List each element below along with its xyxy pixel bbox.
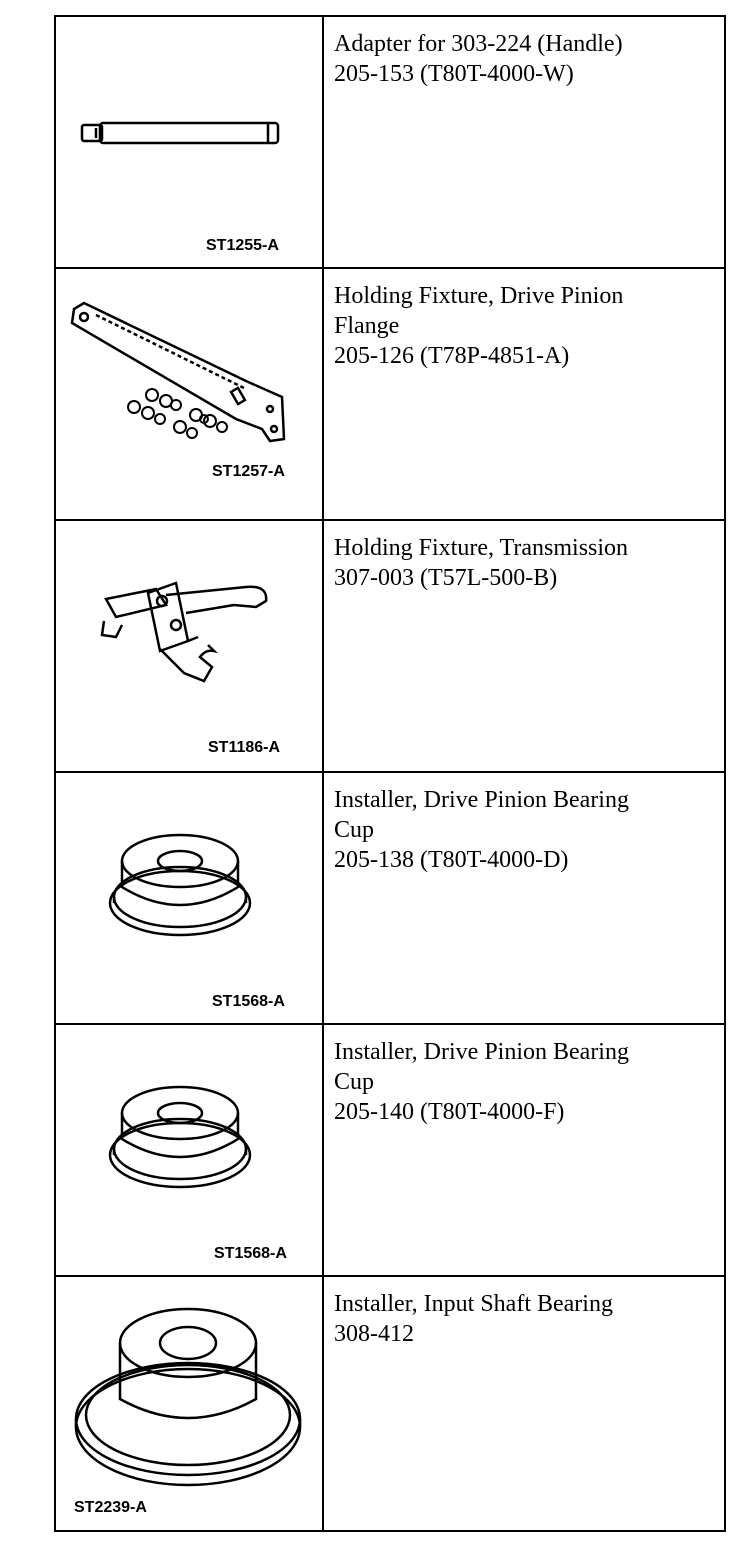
tool-part-number: 205-140 (T80T-4000-F) xyxy=(334,1099,565,1125)
table-row xyxy=(55,1024,725,1276)
tool-name-line: Installer, Input Shaft Bearing xyxy=(334,1291,613,1317)
tool-illustration-cell xyxy=(55,268,323,520)
special-tools-table xyxy=(54,15,726,1532)
illustration-code: ST1568-A xyxy=(212,993,285,1010)
transmission-holding-fixture-drawing xyxy=(56,521,322,773)
tool-illustration-cell xyxy=(55,16,323,268)
table-row xyxy=(55,1276,725,1531)
tool-description-cell xyxy=(323,520,725,772)
tool-description-cell xyxy=(323,268,725,520)
tool-name-line: Cup xyxy=(334,817,375,843)
tool-part-number: 205-153 (T80T-4000-W) xyxy=(334,61,574,87)
tool-part-number: 307-003 (T57L-500-B) xyxy=(334,565,558,591)
table-row xyxy=(55,772,725,1024)
tool-name-line: Cup xyxy=(334,1069,375,1095)
handle-adapter-drawing xyxy=(56,17,322,269)
illustration-code: ST1186-A xyxy=(208,739,281,756)
tool-description-cell xyxy=(323,16,725,268)
tool-name-line: Installer, Drive Pinion Bearing xyxy=(334,787,629,813)
tool-name-line: Holding Fixture, Drive Pinion xyxy=(334,283,624,309)
tool-illustration-cell xyxy=(55,772,323,1024)
holding-fixture-flange-drawing xyxy=(56,269,322,521)
tool-description-cell xyxy=(323,772,725,1024)
illustration-code: ST1255-A xyxy=(206,237,279,254)
tool-name-line: Holding Fixture, Transmission xyxy=(334,535,629,561)
illustration-code: ST1568-A xyxy=(214,1245,287,1262)
tool-illustration-cell xyxy=(55,1024,323,1276)
tool-name-line: Installer, Drive Pinion Bearing xyxy=(334,1039,629,1065)
tool-part-number: 205-126 (T78P-4851-A) xyxy=(334,343,570,369)
tool-description-cell xyxy=(323,1276,725,1531)
tool-illustration-cell xyxy=(55,520,323,772)
table-row xyxy=(55,520,725,772)
tool-illustration-cell xyxy=(55,1276,323,1531)
tool-part-number: 205-138 (T80T-4000-D) xyxy=(334,847,569,873)
table-row xyxy=(55,268,725,520)
illustration-code: ST1257-A xyxy=(212,463,285,480)
illustration-code: ST2239-A xyxy=(74,1499,147,1516)
tool-name-line: Adapter for 303-224 (Handle) xyxy=(334,31,623,57)
input-shaft-bearing-installer-drawing xyxy=(56,1277,322,1529)
table-row xyxy=(55,16,725,268)
tool-part-number: 308-412 xyxy=(334,1321,414,1347)
tool-description-cell xyxy=(323,1024,725,1276)
bearing-cup-installer-drawing xyxy=(56,773,322,1025)
tool-name-line: Flange xyxy=(334,313,400,339)
bearing-cup-installer-drawing xyxy=(56,1025,322,1277)
